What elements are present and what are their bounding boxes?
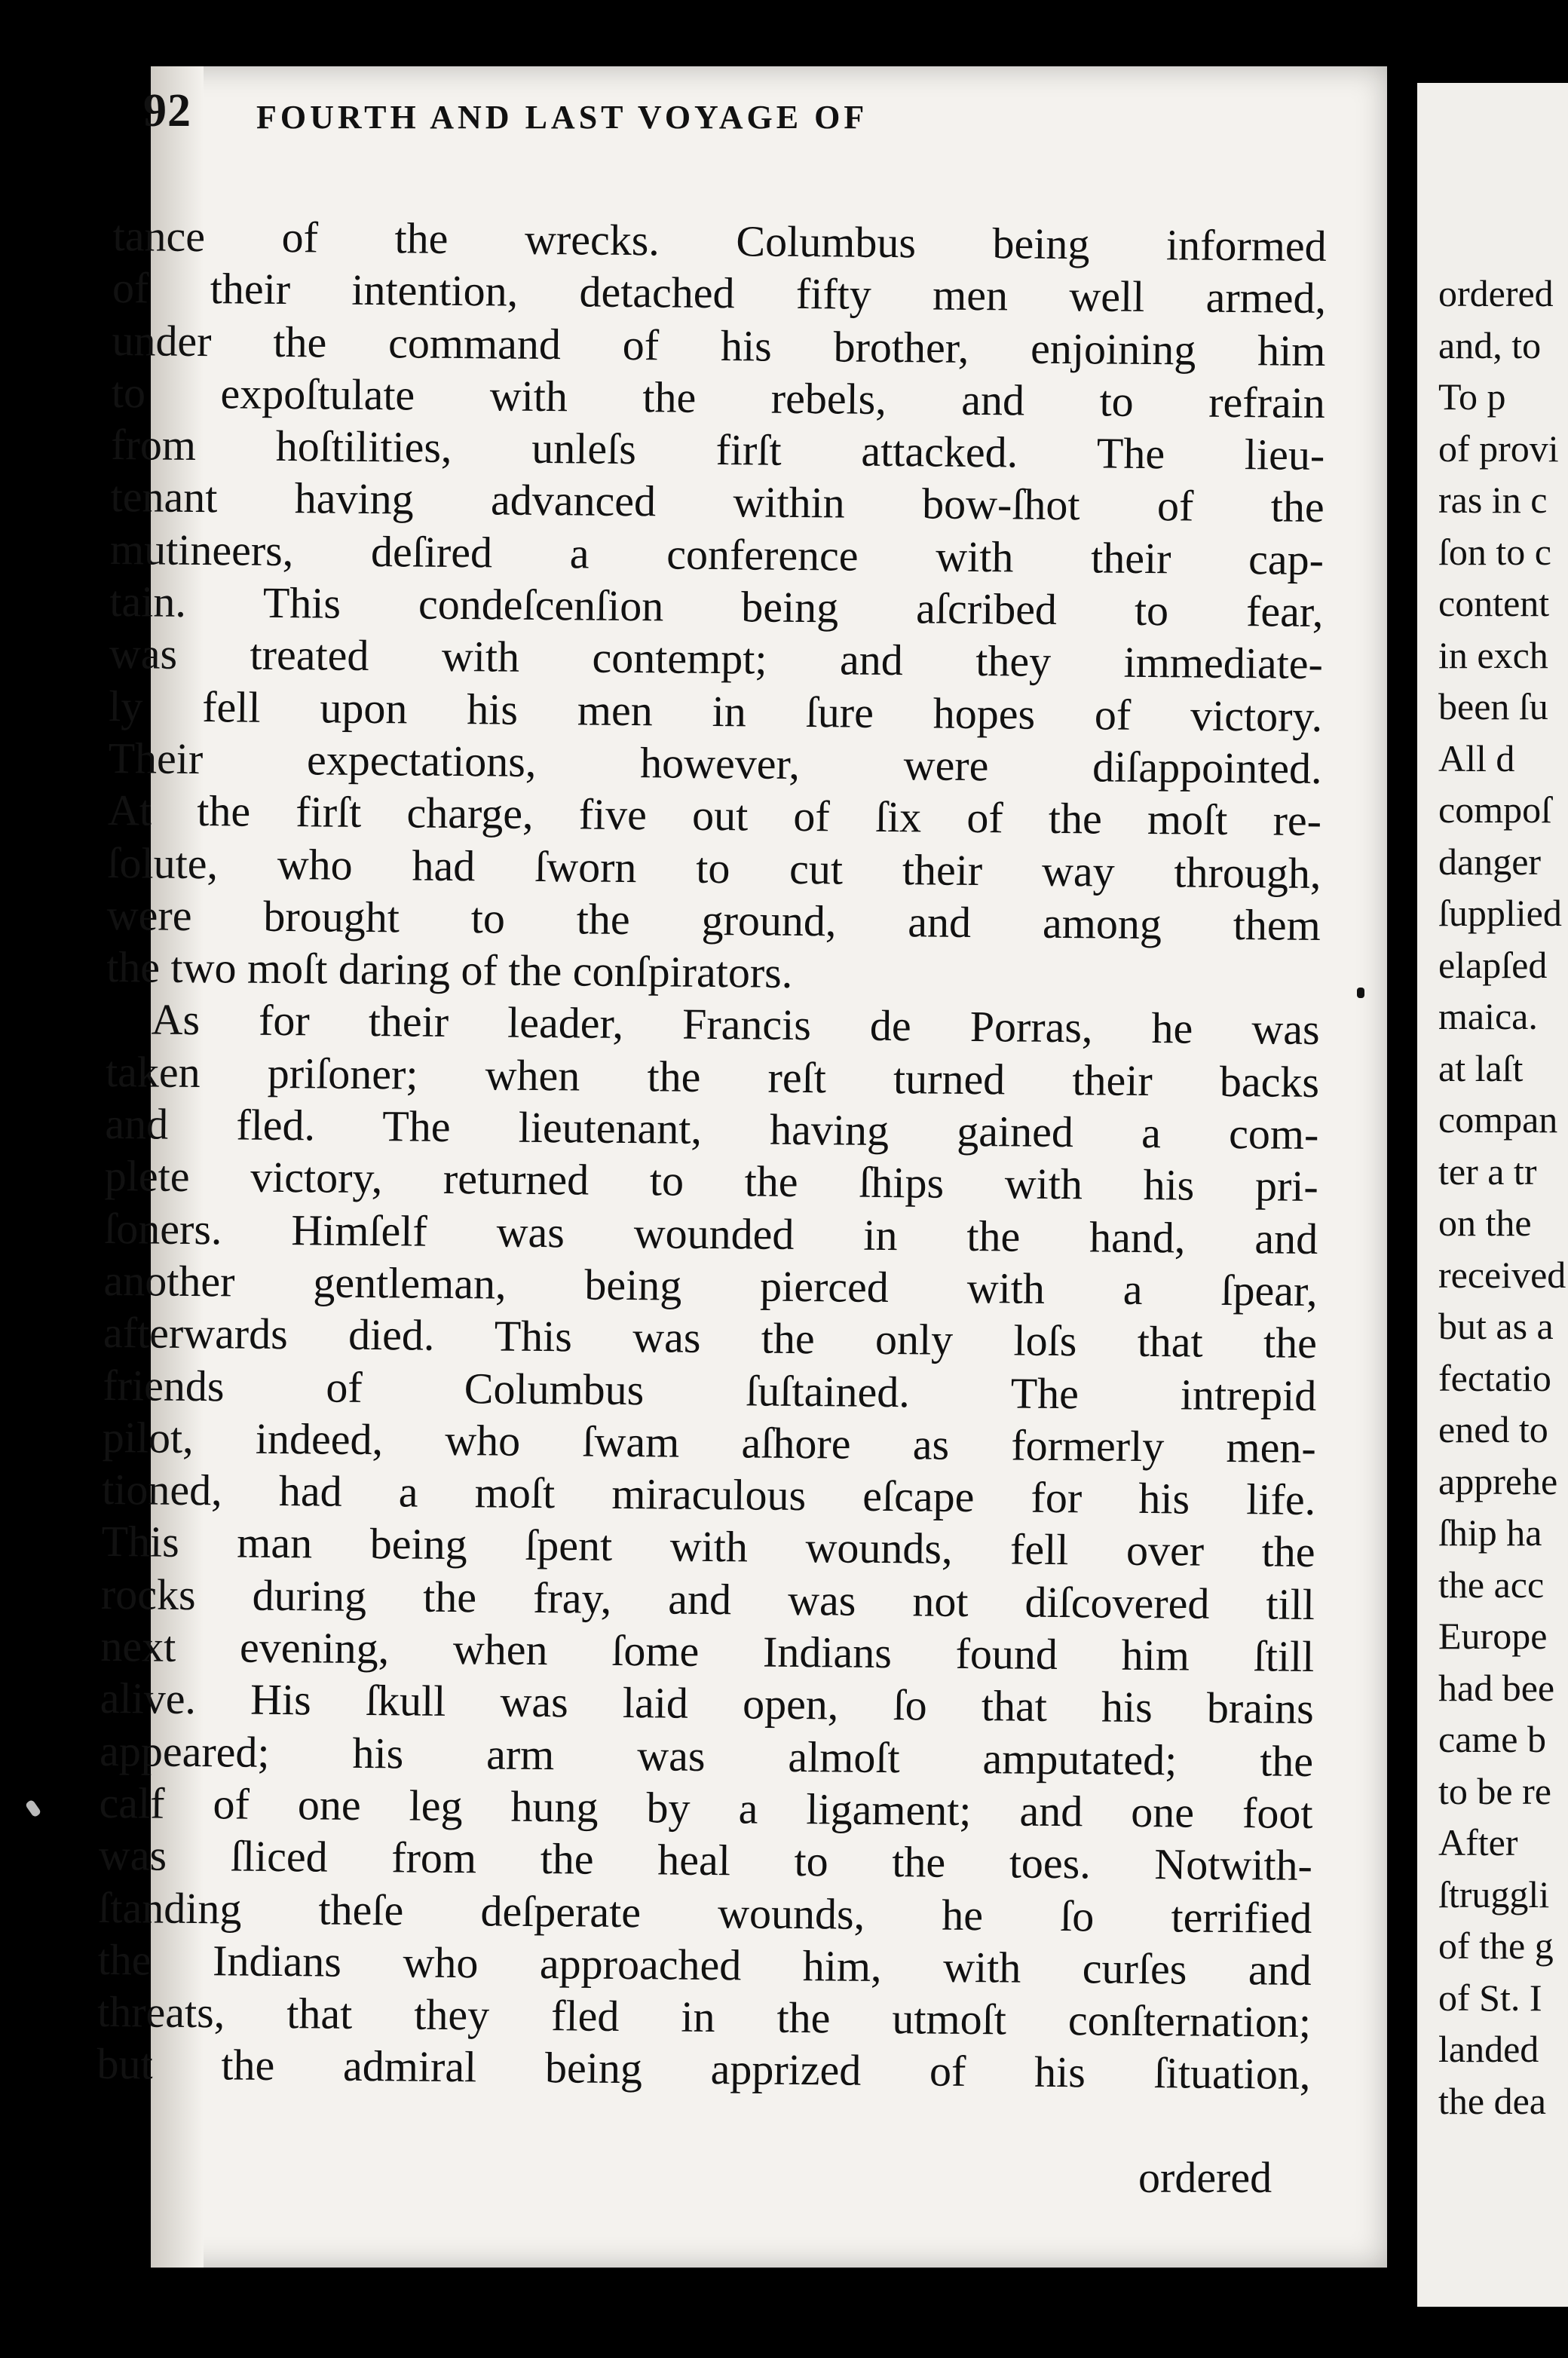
right-text-line: came b	[1438, 1718, 1546, 1760]
text-line: pilot, indeed, who ſwam aſhore as formerly men-	[102, 1412, 1317, 1472]
page-number: 92	[143, 85, 191, 136]
text-line: the two moſt daring of the conſpirators.	[106, 942, 793, 998]
right-text-line: elapſed	[1438, 943, 1548, 986]
text-line: plete victory, returned to the ſhips with his pri-	[104, 1151, 1319, 1211]
ink-dot	[1357, 988, 1364, 998]
text-line: At the firſt charge, five out of ſix of the moſt re-	[107, 785, 1322, 846]
text-line: tenant having advanced within bow-ſhot of the	[110, 472, 1325, 532]
text-line: from hoſtilities, unleſs firſt attacked. The lieu-	[110, 420, 1325, 480]
text-line: calf of one leg hung by a ligament; and one foot	[99, 1778, 1313, 1838]
text-line: the Indians who approached him, with curſes and	[97, 1934, 1312, 1995]
right-text-line: to be re	[1438, 1769, 1551, 1812]
text-line: and fled. The lieutenant, having gained a com-	[105, 1099, 1319, 1159]
text-line: of their intention, detached fifty men well armed,	[112, 263, 1327, 323]
text-line: ſolute, who had ſworn to cut their way through,	[107, 838, 1321, 898]
right-text-line: danger	[1438, 840, 1542, 883]
text-line: This man being ſpent with wounds, fell over the	[101, 1517, 1315, 1577]
right-text-line: Europe	[1438, 1615, 1548, 1657]
right-text-line: ſupplied	[1438, 892, 1562, 934]
right-text-line: ordered	[1438, 272, 1554, 314]
right-text-line: at laſt	[1438, 1046, 1524, 1089]
right-page-fragment	[1417, 83, 1568, 2307]
text-line: alive. His ſkull was laid open, ſo that his brains	[100, 1674, 1314, 1734]
right-text-line: compan	[1438, 1098, 1558, 1141]
right-text-line: maica.	[1438, 995, 1538, 1037]
right-text-line: landed	[1438, 2028, 1539, 2070]
text-line: afterwards died. This was the only loſs that the	[103, 1308, 1318, 1368]
right-text-line: been ſu	[1438, 685, 1548, 727]
right-text-line: received	[1438, 1253, 1566, 1296]
right-text-line: After	[1438, 1821, 1518, 1863]
right-text-line: in exch	[1438, 633, 1548, 676]
running-head-title: FOURTH AND LAST VOYAGE OF	[256, 99, 868, 136]
right-text-line: apprehe	[1438, 1459, 1558, 1502]
right-text-line: ſon to c	[1438, 530, 1551, 573]
text-line: tance of the wrecks. Columbus being informed	[112, 210, 1327, 271]
text-line: rocks during the fray, and was not diſcovered till	[100, 1569, 1315, 1629]
right-text-line: but as a	[1438, 1305, 1554, 1347]
text-line: was treated with contempt; and they immediate-	[109, 629, 1324, 689]
text-line: under the command of his brother, enjoining him	[112, 315, 1326, 375]
text-line: ſtanding theſe deſperate wounds, he ſo terrified	[98, 1882, 1312, 1943]
right-text-line: the acc	[1438, 1563, 1545, 1606]
right-text-line: had bee	[1438, 1666, 1555, 1709]
right-text-line: To p	[1438, 375, 1506, 418]
text-line: friends of Columbus ſuſtained. The intrepid	[103, 1360, 1317, 1420]
text-line: mutineers, deſired a conference with their cap-	[109, 524, 1325, 584]
text-line: next evening, when ſome Indians found him ſtill	[100, 1621, 1315, 1681]
right-text-line: of provi	[1438, 427, 1559, 470]
text-line: ly fell upon his men in ſure hopes of victory.	[108, 681, 1323, 741]
right-text-line: ſhip ha	[1438, 1511, 1542, 1554]
text-line: Their expectations, however, were diſappointed.	[108, 733, 1322, 793]
catchword: ordered	[1138, 2153, 1272, 2202]
text-line: but the admiral being apprized of his ſituation,	[96, 2039, 1311, 2099]
text-line: was ſliced from the heal to the toes. Notwith-	[98, 1830, 1313, 1891]
right-text-line: and, to	[1438, 323, 1542, 366]
text-line: another gentleman, being pierced with a ſpear,	[103, 1255, 1318, 1315]
text-line: were brought to the ground, and among them	[106, 890, 1321, 950]
text-line: taken priſoner; when the reſt turned their backs	[105, 1046, 1320, 1107]
right-page-text	[1438, 268, 1568, 2127]
text-line: threats, that they fled in the utmoſt conſternation;	[96, 1987, 1312, 2047]
right-text-line: fectatio	[1438, 1356, 1551, 1399]
right-text-line: ſtruggli	[1438, 1873, 1550, 1915]
right-text-line: ter a tr	[1438, 1150, 1537, 1193]
running-head	[143, 84, 1184, 145]
text-line: As for their leader, Francis de Porras, he was	[151, 994, 1320, 1055]
right-text-line: on the	[1438, 1202, 1532, 1244]
text-line: appeared; his arm was almoſt amputated; the	[99, 1726, 1314, 1786]
text-line: tioned, had a moſt miraculous eſcape for his life.	[101, 1465, 1316, 1525]
right-text-line: ras in c	[1438, 479, 1548, 521]
right-text-line: compoſ	[1438, 789, 1551, 831]
right-text-line: of the g	[1438, 1925, 1554, 1967]
text-line: ſoners. Himſelf was wounded in the hand, and	[103, 1203, 1318, 1263]
right-text-line: ened to	[1438, 1408, 1548, 1450]
right-text-line: of St. I	[1438, 1976, 1542, 2019]
right-text-line: the dea	[1438, 2079, 1546, 2122]
right-text-line: All d	[1438, 736, 1515, 779]
body-text	[96, 210, 1327, 2101]
text-line: to expoſtulate with the rebels, and to refrain	[111, 367, 1326, 427]
right-text-line: content	[1438, 582, 1550, 624]
text-line: tain. This condeſcenſion being aſcribed to fear,	[109, 577, 1324, 637]
